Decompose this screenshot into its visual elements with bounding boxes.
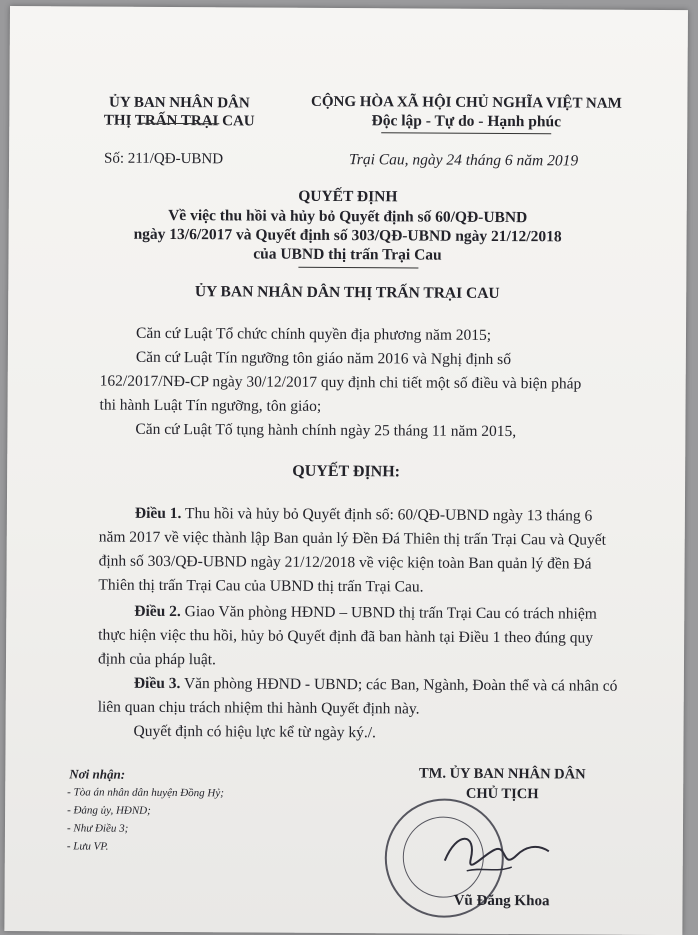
- article-3-first-line: [134, 675, 618, 696]
- article-1-text-line1: Thu hồi và hủy bỏ Quyết định số: 60/QĐ-UBND ngày 13 tháng 6: [184, 505, 593, 525]
- decision-heading: QUYẾT ĐỊNH:: [292, 462, 401, 481]
- recipient-item: - Lưu VP.: [66, 840, 109, 853]
- legal-basis-2-line1: Căn cứ Luật Tín ngưỡng tôn giáo năm 2016 và Nghị định số: [135, 348, 512, 369]
- article-1-first-line: [135, 505, 592, 526]
- recipients-title: Nơi nhận:: [69, 766, 126, 782]
- article-1-line3: định số 303/QĐ-UBND ngày 21/12/2018 về việc kiện toàn Ban quản lý đền Đá: [98, 552, 592, 573]
- decision-title: QUYẾT ĐỊNH: [298, 187, 398, 206]
- document-page: [4, 6, 688, 935]
- legal-basis-2-line3: thi hành Luật Tín ngưỡng, tôn giáo;: [99, 396, 322, 415]
- agency-name-line2: THỊ TRẤN TRẠI CAU: [103, 112, 255, 130]
- legal-basis-1: Căn cứ Luật Tổ chức chính quyền địa phương năm 2015;: [135, 324, 492, 344]
- recipient-item: - Đảng ủy, HĐND;: [67, 804, 151, 817]
- article-3-line2: liên quan chịu trách nhiệm thi hành Quyết định này.: [97, 698, 420, 718]
- agency-name-line1: ỦY BAN NHÂN DÂN: [109, 94, 250, 112]
- legal-basis-3: Căn cứ Luật Tố tụng hành chính ngày 25 tháng 11 năm 2015,: [135, 420, 517, 441]
- signature-position: CHỦ TỊCH: [465, 785, 539, 803]
- place-and-date: Trại Cau, ngày 24 tháng 6 năm 2019: [349, 151, 579, 170]
- motto-underline: [381, 132, 551, 134]
- article-3-label: Điều 3.: [133, 674, 181, 693]
- article-1-line2: năm 2017 về việc thành lập Ban quản lý Đền Đá Thiên thị trấn Trại Cau và Quyết: [98, 528, 607, 549]
- decision-subject-line3: của UBND thị trấn Trại Cau: [253, 245, 442, 264]
- national-title: CỘNG HÒA XÃ HỘI CHỦ NGHĨA VIỆT NAM: [310, 93, 622, 112]
- legal-basis-2-line2: 162/2017/NĐ-CP ngày 30/12/2017 quy định chi tiết một số điều và biện pháp: [99, 372, 582, 393]
- article-1-label: Điều 1.: [134, 504, 182, 523]
- article-2-line2: thực hiện việc thu hồi, hủy bỏ Quyết định đã ban hành tại Điều 1 theo đúng quy: [98, 626, 594, 647]
- decision-subject-line1: Về việc thu hồi và hủy bỏ Quyết định số 60/QĐ-UBND: [168, 206, 528, 227]
- handwritten-signature: [437, 821, 557, 892]
- effective-clause: Quyết định có hiệu lực kể từ ngày ký./.: [133, 722, 376, 742]
- recipient-item: - Tòa án nhân dân huyện Đồng Hỷ;: [67, 786, 224, 800]
- article-1-line4: Thiên thị trấn Trại Cau của UBND thị trấn Trại Cau.: [98, 576, 424, 596]
- article-3-text-line1: Văn phòng HĐND - UBND; các Ban, Ngành, Đoàn thể và cá nhân có: [183, 675, 618, 695]
- issuing-authority: ỦY BAN NHÂN DÂN THỊ TRẤN TRẠI CAU: [194, 283, 500, 302]
- document-number: Số: 211/QĐ-UBND: [104, 150, 224, 168]
- article-2-line3: định của pháp luật.: [97, 650, 217, 669]
- recipient-item: - Như Điều 3;: [66, 822, 129, 835]
- signer-name: Vũ Đăng Khoa: [453, 892, 550, 910]
- article-2-first-line: [134, 603, 597, 624]
- national-motto: Độc lập - Tự do - Hạnh phúc: [371, 112, 562, 131]
- signature-on-behalf: TM. ỦY BAN NHÂN DÂN: [418, 765, 586, 783]
- decision-subject-line2: ngày 13/6/2017 và Quyết định số 303/QĐ-UBND ngày 21/12/2018: [133, 225, 562, 246]
- article-2-label: Điều 2.: [134, 602, 181, 621]
- subject-underline: [298, 267, 418, 269]
- article-2-text-line1: Giao Văn phòng HĐND – UBND thị trấn Trại Cau có trách nhiệm: [184, 603, 597, 623]
